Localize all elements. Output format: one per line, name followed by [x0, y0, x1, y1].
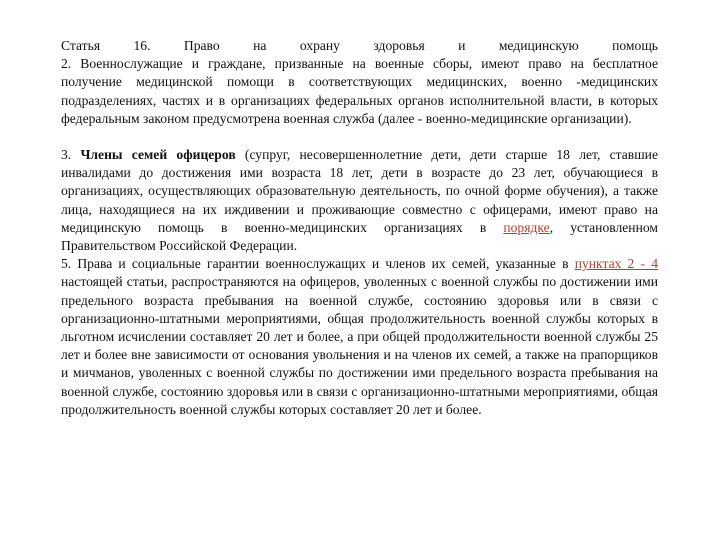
paragraph-3-text-end: , установленном Правительством Российской Федерации.: [61, 219, 658, 254]
paragraph-3: [61, 146, 658, 255]
paragraph-3-text: (супруг, несовершеннолетние дети, дети старше 18 лет, ставшие инвалидами до достижения ими возраста 18 лет, дети в возрасте до 23 лет, обучающиеся в организациях, осуществляющих образовательную деятельность, по очной форме обучения), а также лица, находящиеся на их иждивении и проживающие совместно с офицерами, имеют право на медицинскую помощь в военно-медицинских организациях в: [61, 147, 658, 235]
article-heading: Статья 16. Право на охрану здоровья и медицинскую помощь: [61, 38, 658, 53]
paragraph-5-text: 5. Права и социальные гарантии военнослужащих и членов их семей, указанные в: [61, 256, 575, 272]
paragraph-5-text-end: настоящей статьи, распространяются на офицеров, уволенных с военной службы по достижении ими предельного возраста пребывания на военной службе, состоянию здоровья или в связи с организационно-штатными мероприятиями, общая продолжительность военной службы которых в льготном исчислении составляет 20 лет и более, а при общей продолжительности военной службы 25 лет и более вне зависимости от основания увольнения и на членов их семей, а также на прапорщиков и мичманов, уволенных с военной службы по достижении ими предельного возраста пребывания на военной службе, состоянию здоровья или в связи с организационно-штатными мероприятиями, общая продолжительность военной службы которых составляет 20 лет и более.: [61, 274, 658, 417]
paragraph-3-number: 3.: [61, 147, 81, 163]
document-body: [61, 37, 658, 419]
paragraph-2: 2. Военнослужащие и граждане, призванные на военные сборы, имеют право на бесплатное получение медицинской помощи в соответствующих медицинских, военно -медицинских подразделениях, частях и в организациях федеральных органов исполнительной власти, в которых федеральным законом предусмотрена военная служба (далее - военно-медицинские организации).: [61, 56, 658, 126]
paragraph-5: [61, 255, 658, 419]
items-2-4-link[interactable]: пунктах 2 - 4: [574, 256, 658, 272]
paragraph-3-bold-lead: Члены семей офицеров: [80, 147, 236, 163]
order-link[interactable]: порядке: [503, 219, 550, 235]
